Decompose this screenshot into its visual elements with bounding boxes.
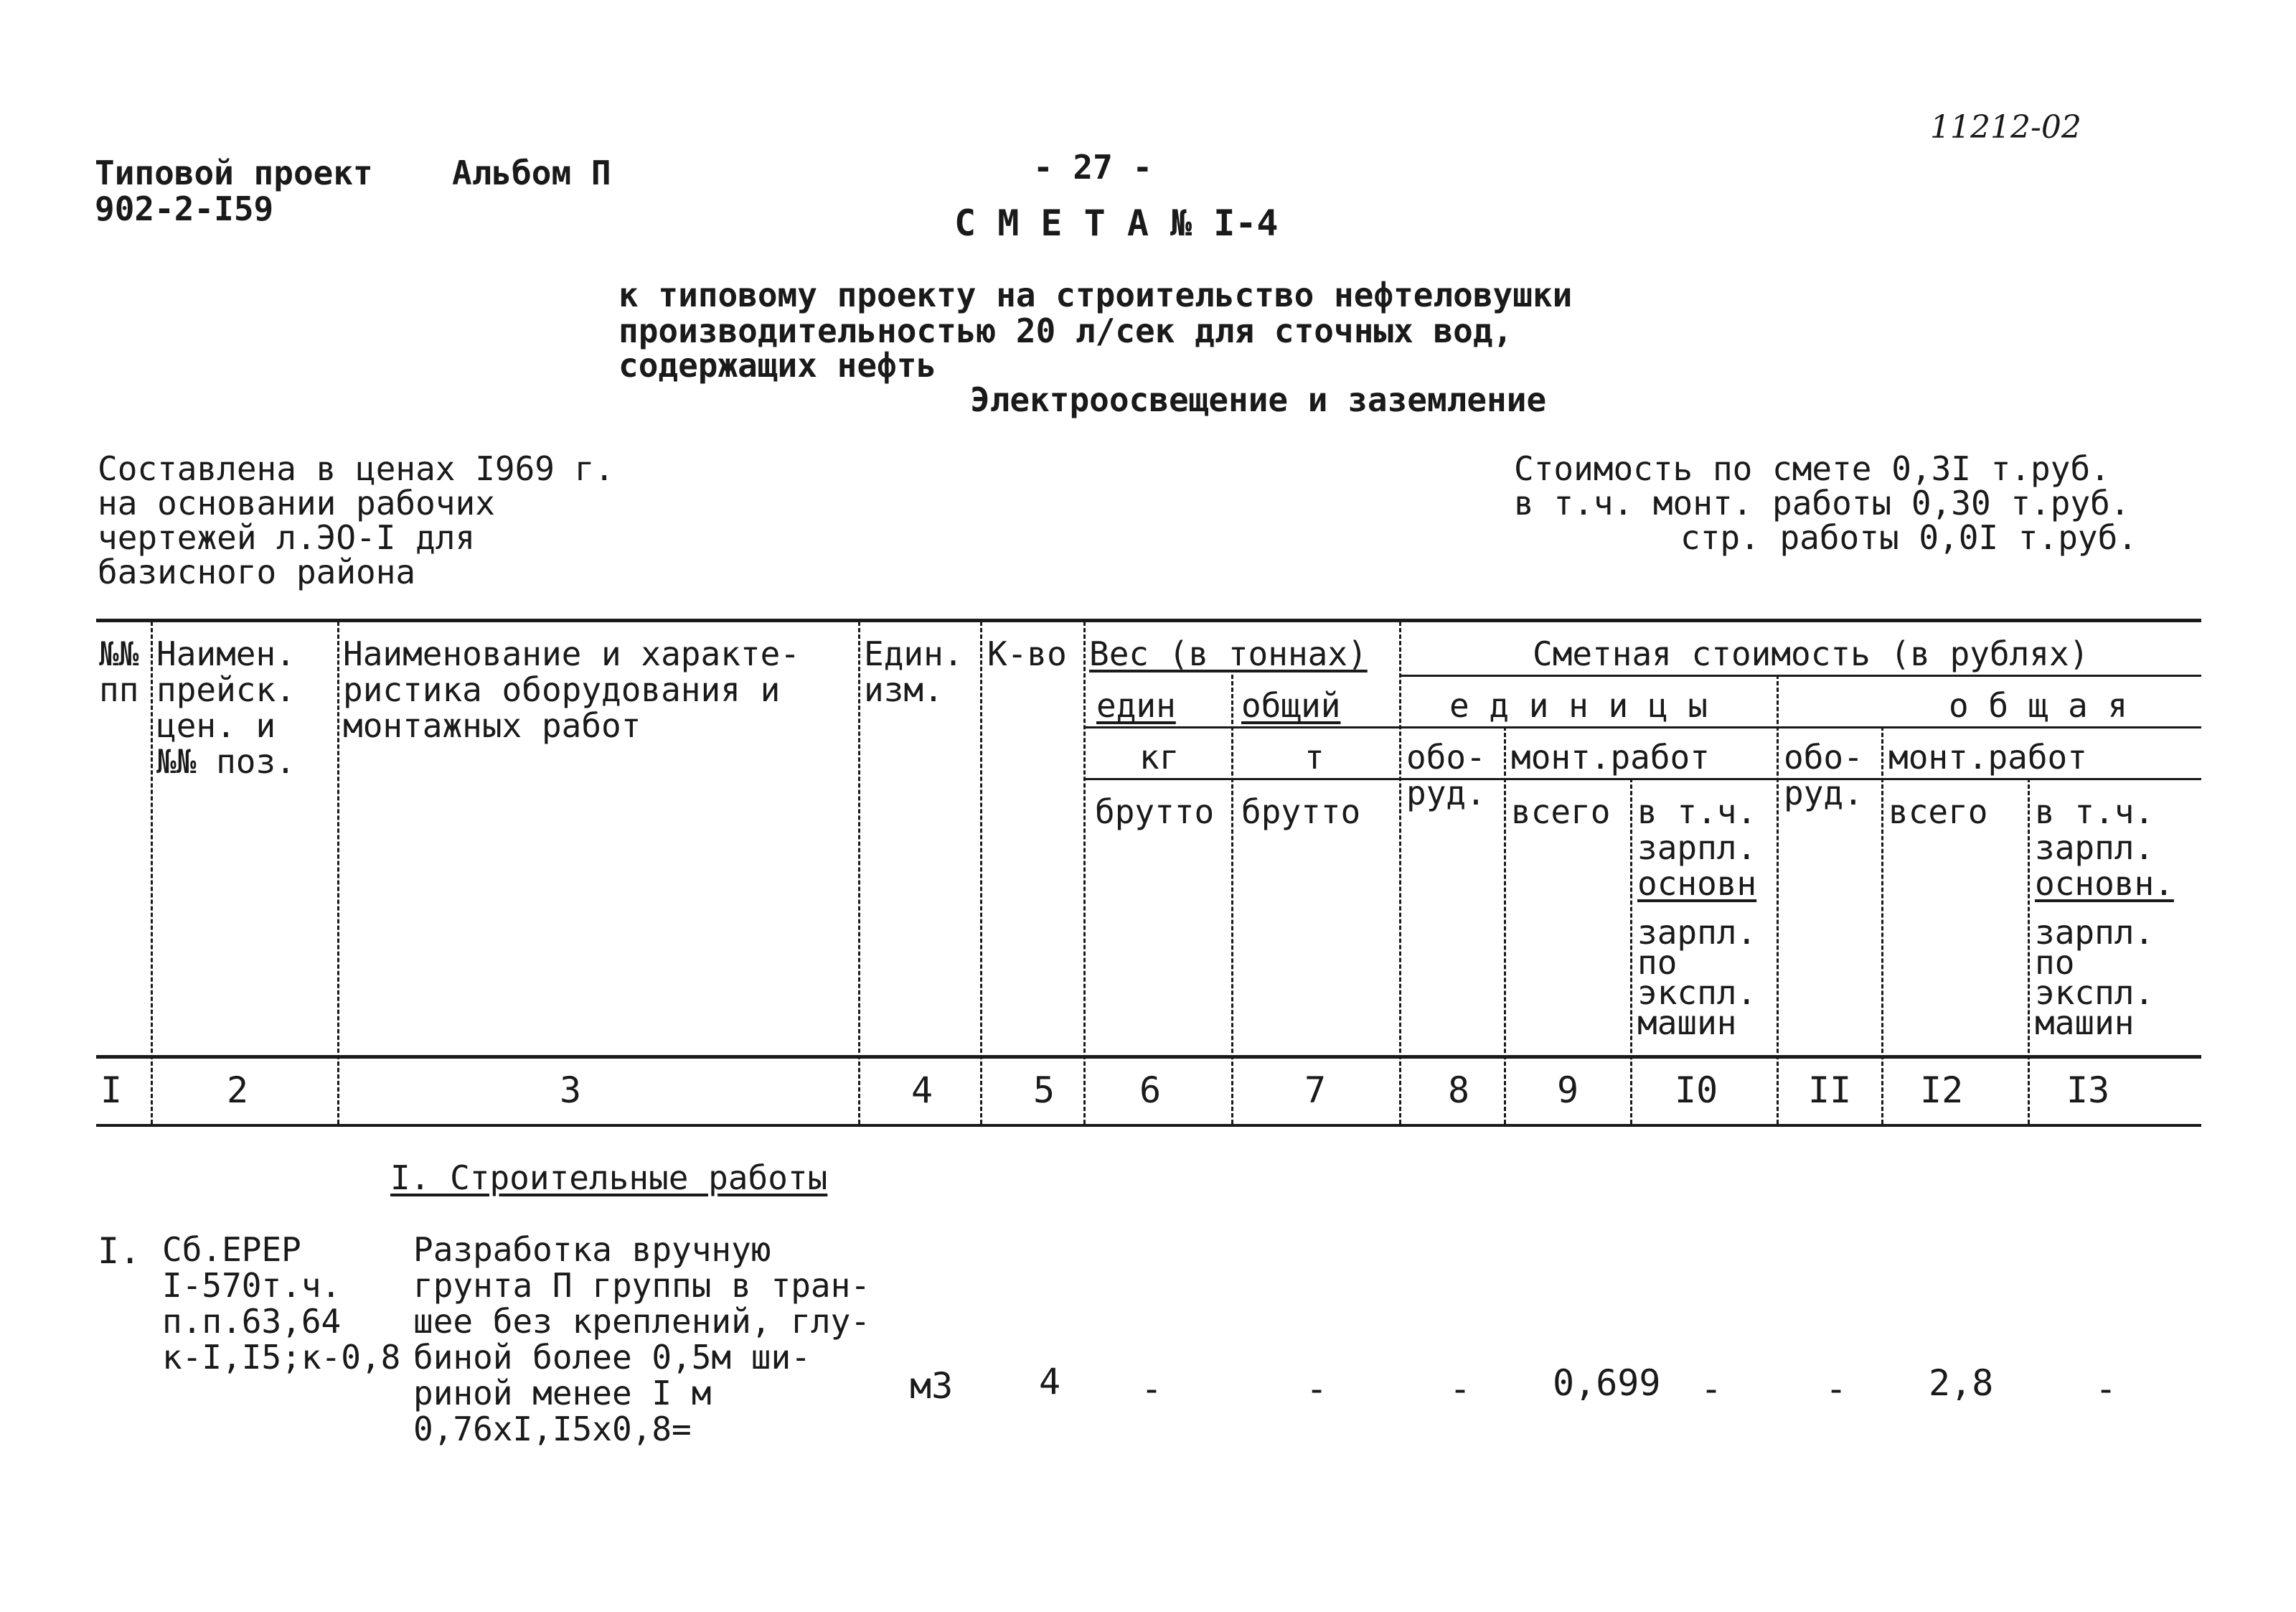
cost-line-3: стр. работы 0,0I т.руб. (1680, 518, 2137, 557)
header-mounting-total-machine: зарпл. по экспл. машин (2035, 913, 2155, 1042)
column-number: 3 (560, 1069, 582, 1111)
column-number: II (1808, 1069, 1852, 1111)
header-mounting-total-all: всего (1888, 792, 1988, 831)
header-weight-group: Вес (в тоннах) (1089, 634, 1368, 673)
header-mounting-unit: монт.работ (1511, 738, 1710, 777)
subtitle-line-3: содержащих нефть (618, 346, 937, 385)
column-number: 6 (1139, 1069, 1162, 1111)
row-mounting-unit-total: 0,699 (1553, 1362, 1661, 1404)
column-divider (1504, 726, 1506, 1124)
column-number: 8 (1448, 1069, 1470, 1111)
subgroup-rule (1083, 726, 2201, 728)
column-number: I (100, 1069, 123, 1111)
header-weight-unit: един (1096, 686, 1176, 725)
header-brutto-total: брутто (1241, 792, 1361, 831)
row-weight-unit: - (1141, 1368, 1163, 1410)
page-title: С М Е Т А № I-4 (954, 202, 1279, 244)
column-divider (1083, 622, 1086, 1124)
header-mounting-unit-machine: зарпл. по экспл. машин (1637, 913, 1757, 1042)
header-equipment-unit: обо- руд. (1406, 738, 1486, 812)
header-mounting-unit-basic: основн (1637, 864, 1757, 903)
header-mounting-unit-incl: в т.ч. зарпл. (1637, 792, 1757, 867)
column-number: 4 (911, 1069, 933, 1111)
column-number: I0 (1675, 1069, 1718, 1111)
header-weight-total: общий (1241, 686, 1341, 725)
column-divider (1399, 622, 1401, 1124)
header-cost-group: Сметная стоимость (в рублях) (1533, 634, 2089, 673)
header-mounting-total-basic: основн. (2035, 864, 2174, 903)
cost-group-rule (1399, 675, 2201, 677)
column-divider (151, 622, 153, 1124)
cost-line-2: в т.ч. монт. работы 0,30 т.руб. (1514, 484, 2130, 523)
table-top-rule (96, 619, 2201, 622)
header-total: о б щ а я (1949, 686, 2128, 725)
subtitle-line-4: Электроосвещение и заземление (970, 380, 1547, 419)
column-divider (858, 622, 860, 1124)
row-mounting-total-basic: - (2095, 1368, 2117, 1410)
row-mounting-total: 2,8 (1929, 1362, 1994, 1404)
column-number: 2 (227, 1069, 249, 1111)
column-divider (2028, 778, 2030, 1124)
row-price-ref: Сб.ЕРЕР I-570т.ч. п.п.63,64 к-I,I5;к-0,8 (162, 1230, 401, 1377)
cost-line-1: Стоимость по смете 0,3I т.руб. (1514, 449, 2110, 488)
header-mounting-total: монт.работ (1888, 738, 2087, 777)
compiled-line-1: Составлена в ценах I969 г. (98, 449, 615, 488)
header-quantity: К-во (987, 634, 1067, 673)
header-mounting-unit-total: всего (1511, 792, 1611, 831)
row-number: I. (98, 1230, 141, 1272)
document-code: 11212-02 (1930, 109, 2081, 146)
album-label: Альбом П (452, 154, 611, 192)
compiled-line-3: чертежей л.ЭО-I для (98, 518, 476, 557)
column-number: I2 (1920, 1069, 1964, 1111)
column-divider (1777, 675, 1779, 1124)
row-unit: м3 (910, 1365, 954, 1407)
header-number: №№ пп (99, 634, 139, 709)
row-weight-total: - (1306, 1368, 1328, 1410)
row-quantity: 4 (1039, 1361, 1061, 1402)
compiled-line-2: на основании рабочих (98, 484, 495, 523)
header-weight-total-dim: т (1304, 738, 1325, 777)
column-numbers-rule (96, 1124, 2201, 1127)
header-bottom-rule (96, 1055, 2201, 1059)
column-number: 9 (1557, 1069, 1579, 1111)
header-description: Наименование и характе- ристика оборудования и монтажных работ (343, 634, 800, 745)
subtitle-line-2: производительностью 20 л/сек для сточных вод, (618, 311, 1513, 350)
header-per-unit: е д и н и ц ы (1449, 686, 1708, 725)
column-divider (1881, 726, 1883, 1124)
header-weight-unit-dim: кг (1139, 738, 1180, 777)
row-equipment-total: - (1825, 1368, 1848, 1410)
row-mounting-unit-basic: - (1700, 1368, 1723, 1410)
section-title: I. Строительные работы (390, 1158, 828, 1197)
header-equipment-total: обо- руд. (1784, 738, 1863, 812)
project-number: 902-2-I59 (95, 189, 274, 228)
subtitle-line-1: к типовому проекту на строительство нефтеловушки (618, 276, 1573, 314)
column-divider (337, 622, 339, 1124)
column-divider (1630, 778, 1632, 1124)
header-unit: Един. изм. (864, 634, 964, 709)
header-brutto-unit: брутто (1095, 792, 1215, 831)
column-number: 5 (1033, 1069, 1055, 1111)
column-divider (980, 622, 982, 1124)
unit-rule (1083, 778, 2201, 780)
row-description: Разработка вручную грунта П группы в тран- шее без креплений, глу- биной более 0,5м ши- риной менее I м 0,76хI,I5х0,8= (413, 1230, 870, 1448)
column-number: I3 (2066, 1069, 2110, 1111)
column-divider (1231, 675, 1233, 1124)
project-label: Типовой проект (95, 154, 373, 192)
header-mounting-total-incl: в т.ч. зарпл. (2035, 792, 2155, 867)
column-number: 7 (1304, 1069, 1327, 1111)
compiled-line-4: базисного района (98, 553, 416, 591)
page-number: - 27 - (1033, 148, 1153, 187)
row-equipment-unit: - (1449, 1368, 1472, 1410)
header-price-ref: Наимен. прейск. цен. и №№ поз. (156, 634, 296, 781)
